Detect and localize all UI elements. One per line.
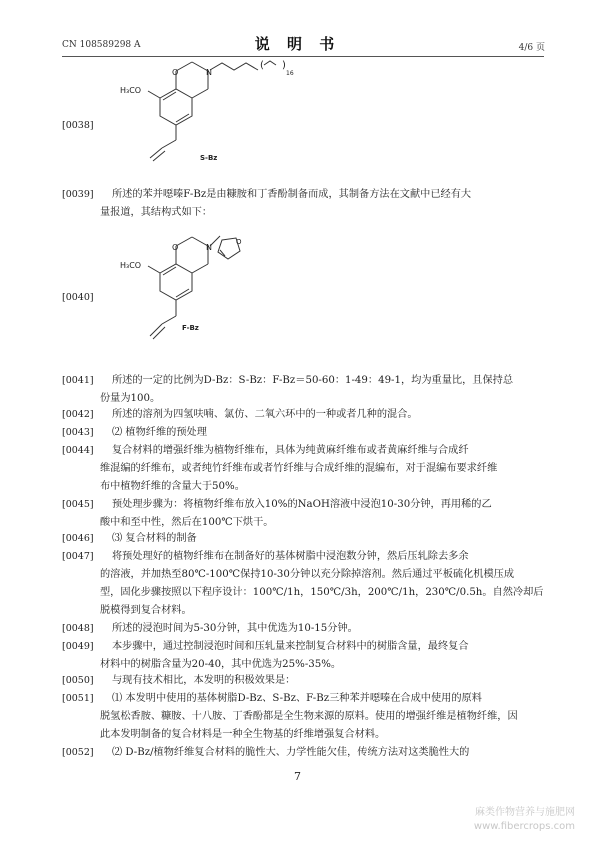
para-line: 的溶液，并加热至80℃-100℃保持10-30分钟以充分除掉溶剂。然后通过平板硫化机模压成 xyxy=(100,569,515,580)
para-line: 复合材料的增强纤维为植物纤维布，具体为纯黄麻纤维布或者黄麻纤维与合成纤 xyxy=(112,445,469,456)
page-number: 7 xyxy=(294,770,301,783)
para-line: 所述的苯并噁嗪F-Bz是由糠胺和丁香酚制备而成，其制备方法在文献中已经有大 xyxy=(112,189,472,200)
ref-0040: [0040] xyxy=(62,292,94,303)
header-divider xyxy=(62,56,544,57)
svg-text:N: N xyxy=(206,68,212,77)
paragraph-0039 xyxy=(62,186,548,222)
para-number: [0051] xyxy=(62,693,94,704)
para-line: 脱氢松香胺、糠胺、十八胺、丁香酚都是全生物来源的原料。使用的增强纤维是植物纤维，因 xyxy=(100,711,518,722)
para-number: [0042] xyxy=(62,409,94,420)
paragraph-0049 xyxy=(62,638,548,674)
paragraph-0050 xyxy=(62,672,548,690)
svg-text:O: O xyxy=(172,243,179,252)
para-line: 份量为100。 xyxy=(100,393,161,404)
para-number: [0048] xyxy=(62,623,94,634)
paragraph-0041 xyxy=(62,372,548,408)
paragraph-0051 xyxy=(62,690,548,744)
para-line: 维混编的纤维布，或者纯竹纤维布或者竹纤维与合成纤维的混编布，对于混编布要求纤维 xyxy=(100,463,498,474)
para-line: 预处理步骤为：将植物纤维布放入10%的NaOH溶液中浸泡10-30分钟，再用稀的乙 xyxy=(112,499,492,510)
para-line: 脱模得到复合材料。 xyxy=(100,605,192,616)
watermark-title: 麻类作物营养与施肥网 xyxy=(475,807,575,818)
para-number: [0043] xyxy=(62,427,94,438)
para-number: [0052] xyxy=(62,747,94,758)
paragraph-0048 xyxy=(62,620,548,638)
para-number: [0047] xyxy=(62,551,94,562)
para-line: 此本发明制备的复合材料是一种全生物基的纤维增强复合材料。 xyxy=(100,729,386,740)
para-line: 材料中的树脂含量为20-40，其中优选为25%-35%。 xyxy=(100,659,342,670)
paragraph-0052 xyxy=(62,744,548,762)
paragraph-0047 xyxy=(62,548,548,620)
fbz-methoxy-label: H₃CO xyxy=(120,261,142,270)
site-watermark xyxy=(474,806,575,834)
sbz-methoxy-label: H₃CO xyxy=(120,86,142,95)
ref-0038: [0038] xyxy=(62,120,94,131)
para-line: 所述的溶剂为四氢呋喃、氯仿、二氧六环中的一种或者几种的混合。 xyxy=(112,409,418,420)
para-line: ⑵ 植物纤维的预处理 xyxy=(112,427,207,438)
para-number: [0045] xyxy=(62,499,94,510)
patent-number: CN 108589298 A xyxy=(62,40,141,50)
paragraph-0044 xyxy=(62,442,548,496)
paragraph-0043 xyxy=(62,424,548,442)
page-title: 说 明 书 xyxy=(254,35,341,53)
para-line: 将预处理好的植物纤维布在制备好的基体树脂中浸泡数分钟，然后压轧除去多余 xyxy=(112,551,469,562)
para-line: ⑶ 复合材料的制备 xyxy=(112,533,197,544)
para-number: [0050] xyxy=(62,675,94,686)
para-line: 所述的一定的比例为D-Bz：S-Bz：F-Bz＝50-60：1-49：49-1，均为重量比，且保持总 xyxy=(112,375,514,386)
para-line: 本步骤中，通过控制浸泡时间和压轧量来控制复合材料中的树脂含量，最终复合 xyxy=(112,641,469,652)
para-number: [0049] xyxy=(62,641,94,652)
page-indicator: 4/6 页 xyxy=(518,43,545,53)
svg-text:O: O xyxy=(172,68,179,77)
sbz-structure-figure xyxy=(110,58,340,178)
para-line: 与现有技术相比，本发明的积极效果是： xyxy=(112,675,296,686)
para-number: [0046] xyxy=(62,533,94,544)
para-line: ⑴ 本发明中使用的基体树脂D-Bz、S-Bz、F-Bz三种苯并噁嗪在合成中使用的原料 xyxy=(112,693,482,704)
para-line: ⑵ D-Bz/植物纤维复合材料的脆性大、力学性能欠佳，传统方法对这类脆性大的 xyxy=(112,747,470,758)
para-line: 所述的浸泡时间为5-30分钟，其中优选为10-15分钟。 xyxy=(112,623,358,634)
para-number: [0039] xyxy=(62,189,94,200)
paragraph-0042 xyxy=(62,406,548,424)
para-number: [0044] xyxy=(62,445,94,456)
sbz-repeat-subscript: 16 xyxy=(286,70,294,77)
watermark-url: www.fibercrops.com xyxy=(473,821,575,832)
svg-text:): ) xyxy=(282,60,286,71)
para-line: 量报道，其结构式如下： xyxy=(100,207,213,218)
paragraph-0046 xyxy=(62,530,548,548)
para-line: 型，固化步骤按照以下程序设计：100℃/1h，150℃/3h，200℃/1h，230℃/0.5h。自然冷却后 xyxy=(100,587,544,598)
fbz-structure-figure xyxy=(110,228,340,358)
para-line: 酸中和至中性，然后在100℃下烘干。 xyxy=(100,517,274,528)
svg-text:O: O xyxy=(236,238,242,246)
paragraph-0045 xyxy=(62,496,548,532)
svg-text:(: ( xyxy=(260,60,264,71)
fbz-label: F-Bz xyxy=(182,324,199,332)
sbz-label: S-Bz xyxy=(200,154,218,162)
svg-text:N: N xyxy=(206,243,212,252)
para-line: 布中植物纤维的含量大于50%。 xyxy=(100,481,245,492)
para-number: [0041] xyxy=(62,375,94,386)
